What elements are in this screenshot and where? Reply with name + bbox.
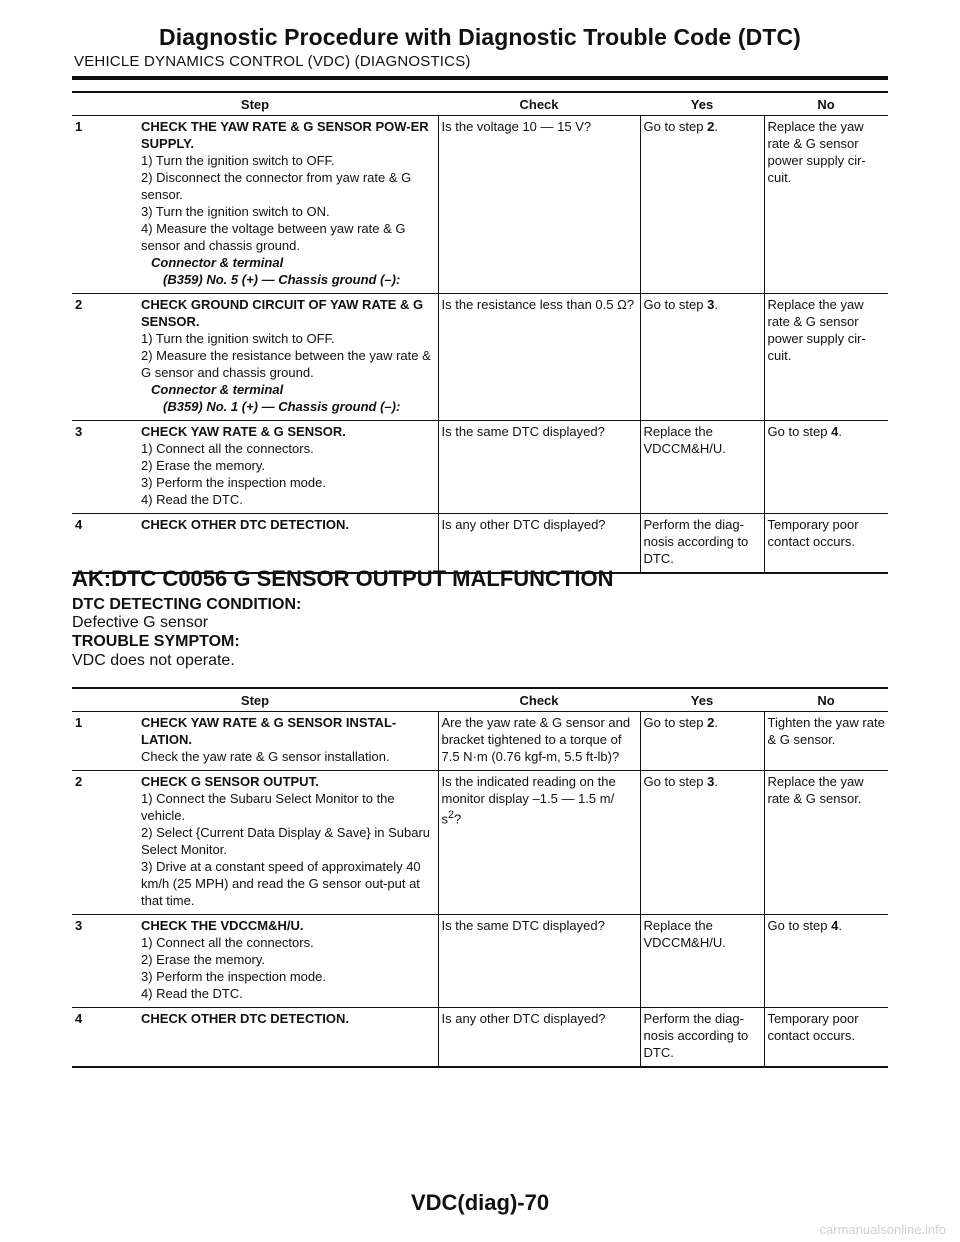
substep: 2) Erase the memory. — [141, 952, 266, 967]
check-cell: Is the resistance less than 0.5 Ω? — [438, 294, 640, 421]
yes-step-ref: 2 — [707, 715, 715, 730]
symptom-text: VDC does not operate. — [72, 652, 235, 669]
condition-heading: DTC DETECTING CONDITION: — [72, 596, 302, 613]
step-number: 1 — [75, 119, 83, 134]
substep: 1) Connect the Subaru Select Monitor to the vehicle. — [141, 791, 395, 823]
step-cell — [72, 915, 438, 1008]
table-row — [72, 1008, 888, 1068]
yes-cell: Replace the VDCCM&H/U. — [640, 421, 764, 514]
no-cell: Replace the yaw rate & G sensor power supply cir-cuit. — [764, 294, 888, 421]
step-number: 3 — [75, 918, 83, 933]
no-cell: Replace the yaw rate & G sensor. — [764, 771, 888, 915]
step-title: CHECK OTHER DTC DETECTION. — [141, 1011, 349, 1026]
no-text: Go to step — [767, 918, 832, 933]
step-body — [141, 118, 433, 288]
step-number: 1 — [75, 715, 83, 730]
table-row — [72, 116, 888, 294]
step-number: 3 — [75, 424, 83, 439]
check-cell: Is the voltage 10 — 15 V? — [438, 116, 640, 294]
no-cell: Replace the yaw rate & G sensor power supply cir-cuit. — [764, 116, 888, 294]
table-header-row — [72, 92, 888, 116]
check-cell: Is the same DTC displayed? — [438, 421, 640, 514]
step-title: CHECK THE YAW RATE & G SENSOR POW-ER SUPPLY. — [141, 119, 429, 151]
column-header-check: Check — [438, 92, 640, 116]
column-header-no: No — [764, 688, 888, 712]
step-cell — [72, 1008, 438, 1068]
yes-step-ref: 2 — [707, 119, 715, 134]
no-cell: Tighten the yaw rate & G sensor. — [764, 712, 888, 771]
no-cell — [764, 421, 888, 514]
step-title: CHECK YAW RATE & G SENSOR INSTAL-LATION. — [141, 715, 397, 747]
connector-detail: (B359) No. 1 (+) — Chassis ground (–): — [163, 399, 401, 414]
substep: 4) Read the DTC. — [141, 986, 243, 1001]
yes-text: Go to step — [643, 715, 708, 730]
watermark: carmanualsonline.info — [819, 1222, 946, 1237]
check-suffix: ? — [454, 811, 462, 827]
column-header-step: Step — [72, 688, 438, 712]
column-header-step: Step — [72, 92, 438, 116]
table-row — [72, 771, 888, 915]
check-cell — [438, 771, 640, 915]
yes-cell — [640, 771, 764, 915]
substep: 2) Select {Current Data Display & Save} in Subaru Select Monitor. — [141, 825, 431, 857]
table-row — [72, 712, 888, 771]
substep: Check the yaw rate & G sensor installation. — [141, 749, 390, 764]
step-number: 2 — [75, 297, 83, 312]
connector-label: Connector & terminal — [151, 255, 284, 270]
procedure-table-2 — [72, 687, 888, 1068]
step-cell — [72, 771, 438, 915]
substep: 3) Turn the ignition switch to ON. — [141, 204, 330, 219]
column-header-check: Check — [438, 688, 640, 712]
column-header-yes: Yes — [640, 688, 764, 712]
check-cell: Is the same DTC displayed? — [438, 915, 640, 1008]
no-cell: Temporary poor contact occurs. — [764, 514, 888, 574]
no-cell — [764, 915, 888, 1008]
check-cell: Is any other DTC displayed? — [438, 514, 640, 574]
step-body — [141, 516, 433, 533]
yes-cell: Replace the VDCCM&H/U. — [640, 915, 764, 1008]
step-title: CHECK THE VDCCM&H/U. — [141, 918, 304, 933]
table-row — [72, 421, 888, 514]
procedure-table-1 — [72, 91, 888, 574]
check-text: Is the indicated reading on the monitor display –1.5 — 1.5 m/ — [441, 774, 616, 806]
substep: 1) Turn the ignition switch to OFF. — [141, 331, 335, 346]
step-cell — [72, 712, 438, 771]
column-header-yes: Yes — [640, 92, 764, 116]
substep: 2) Erase the memory. — [141, 458, 266, 473]
header-rule — [72, 76, 888, 80]
connector-label: Connector & terminal — [151, 382, 284, 397]
column-header-no: No — [764, 92, 888, 116]
step-title: CHECK GROUND CIRCUIT OF YAW RATE & G SENSOR. — [141, 297, 424, 329]
no-suffix: . — [838, 918, 842, 933]
substep: 1) Connect all the connectors. — [141, 935, 314, 950]
substep: 2) Measure the resistance between the yaw rate & G sensor and chassis ground. — [141, 348, 431, 380]
yes-suffix: . — [714, 715, 718, 730]
yes-text: Go to step — [643, 297, 708, 312]
substep: 1) Connect all the connectors. — [141, 441, 314, 456]
substep: 2) Disconnect the connector from yaw rate & G sensor. — [141, 170, 412, 202]
check-cell: Are the yaw rate & G sensor and bracket tightened to a torque of 7.5 N·m (0.76 kgf-m, 5.5 ft-lb)? — [438, 712, 640, 771]
yes-cell: Perform the diag-nosis according to DTC. — [640, 514, 764, 574]
table-row — [72, 514, 888, 574]
substep: 3) Perform the inspection mode. — [141, 475, 326, 490]
substep: 3) Drive at a constant speed of approximately 40 km/h (25 MPH) and read the G sensor out-put at that time. — [141, 859, 421, 908]
yes-cell: Perform the diag-nosis according to DTC. — [640, 1008, 764, 1068]
page-number: VDC(diag)-70 — [410, 1190, 550, 1215]
yes-suffix: . — [714, 119, 718, 134]
table-row — [72, 294, 888, 421]
check-cell: Is any other DTC displayed? — [438, 1008, 640, 1068]
section-title: AK:DTC C0056 G SENSOR OUTPUT MALFUNCTION — [72, 566, 614, 591]
yes-cell — [640, 294, 764, 421]
no-step-ref: 4 — [831, 424, 839, 439]
step-body — [141, 714, 433, 765]
unit-exponent: 2 — [448, 809, 455, 821]
page-title: Diagnostic Procedure with Diagnostic Trouble Code (DTC) — [159, 24, 801, 50]
substep: 1) Turn the ignition switch to OFF. — [141, 153, 335, 168]
table-header-row — [72, 688, 888, 712]
no-step-ref: 4 — [831, 918, 839, 933]
step-body — [141, 423, 433, 508]
step-number: 4 — [75, 517, 83, 532]
step-cell — [72, 421, 438, 514]
substep: 3) Perform the inspection mode. — [141, 969, 326, 984]
step-cell — [72, 514, 438, 574]
step-title: CHECK G SENSOR OUTPUT. — [141, 774, 319, 789]
step-body — [141, 917, 433, 1002]
table-row — [72, 915, 888, 1008]
yes-cell — [640, 712, 764, 771]
section-subtitle: VEHICLE DYNAMICS CONTROL (VDC) (DIAGNOSTICS) — [74, 53, 471, 70]
substep: 4) Measure the voltage between yaw rate & G sensor and chassis ground. — [141, 221, 406, 253]
step-number: 4 — [75, 1011, 83, 1026]
step-cell — [72, 116, 438, 294]
no-text: Go to step — [767, 424, 832, 439]
symptom-heading: TROUBLE SYMPTOM: — [72, 633, 240, 650]
step-number: 2 — [75, 774, 83, 789]
step-body — [141, 296, 433, 415]
substep: 4) Read the DTC. — [141, 492, 243, 507]
step-cell — [72, 294, 438, 421]
step-title: CHECK OTHER DTC DETECTION. — [141, 517, 349, 532]
yes-step-ref: 3 — [707, 297, 715, 312]
yes-suffix: . — [714, 297, 718, 312]
step-title: CHECK YAW RATE & G SENSOR. — [141, 424, 346, 439]
unit-s: s — [441, 811, 448, 827]
step-body — [141, 1010, 433, 1027]
condition-text: Defective G sensor — [72, 614, 209, 631]
yes-text: Go to step — [643, 119, 708, 134]
no-suffix: . — [838, 424, 842, 439]
yes-step-ref: 3 — [707, 774, 715, 789]
yes-cell — [640, 116, 764, 294]
yes-suffix: . — [714, 774, 718, 789]
yes-text: Go to step — [643, 774, 708, 789]
connector-detail: (B359) No. 5 (+) — Chassis ground (–): — [163, 272, 401, 287]
no-cell: Temporary poor contact occurs. — [764, 1008, 888, 1068]
step-body — [141, 773, 433, 909]
